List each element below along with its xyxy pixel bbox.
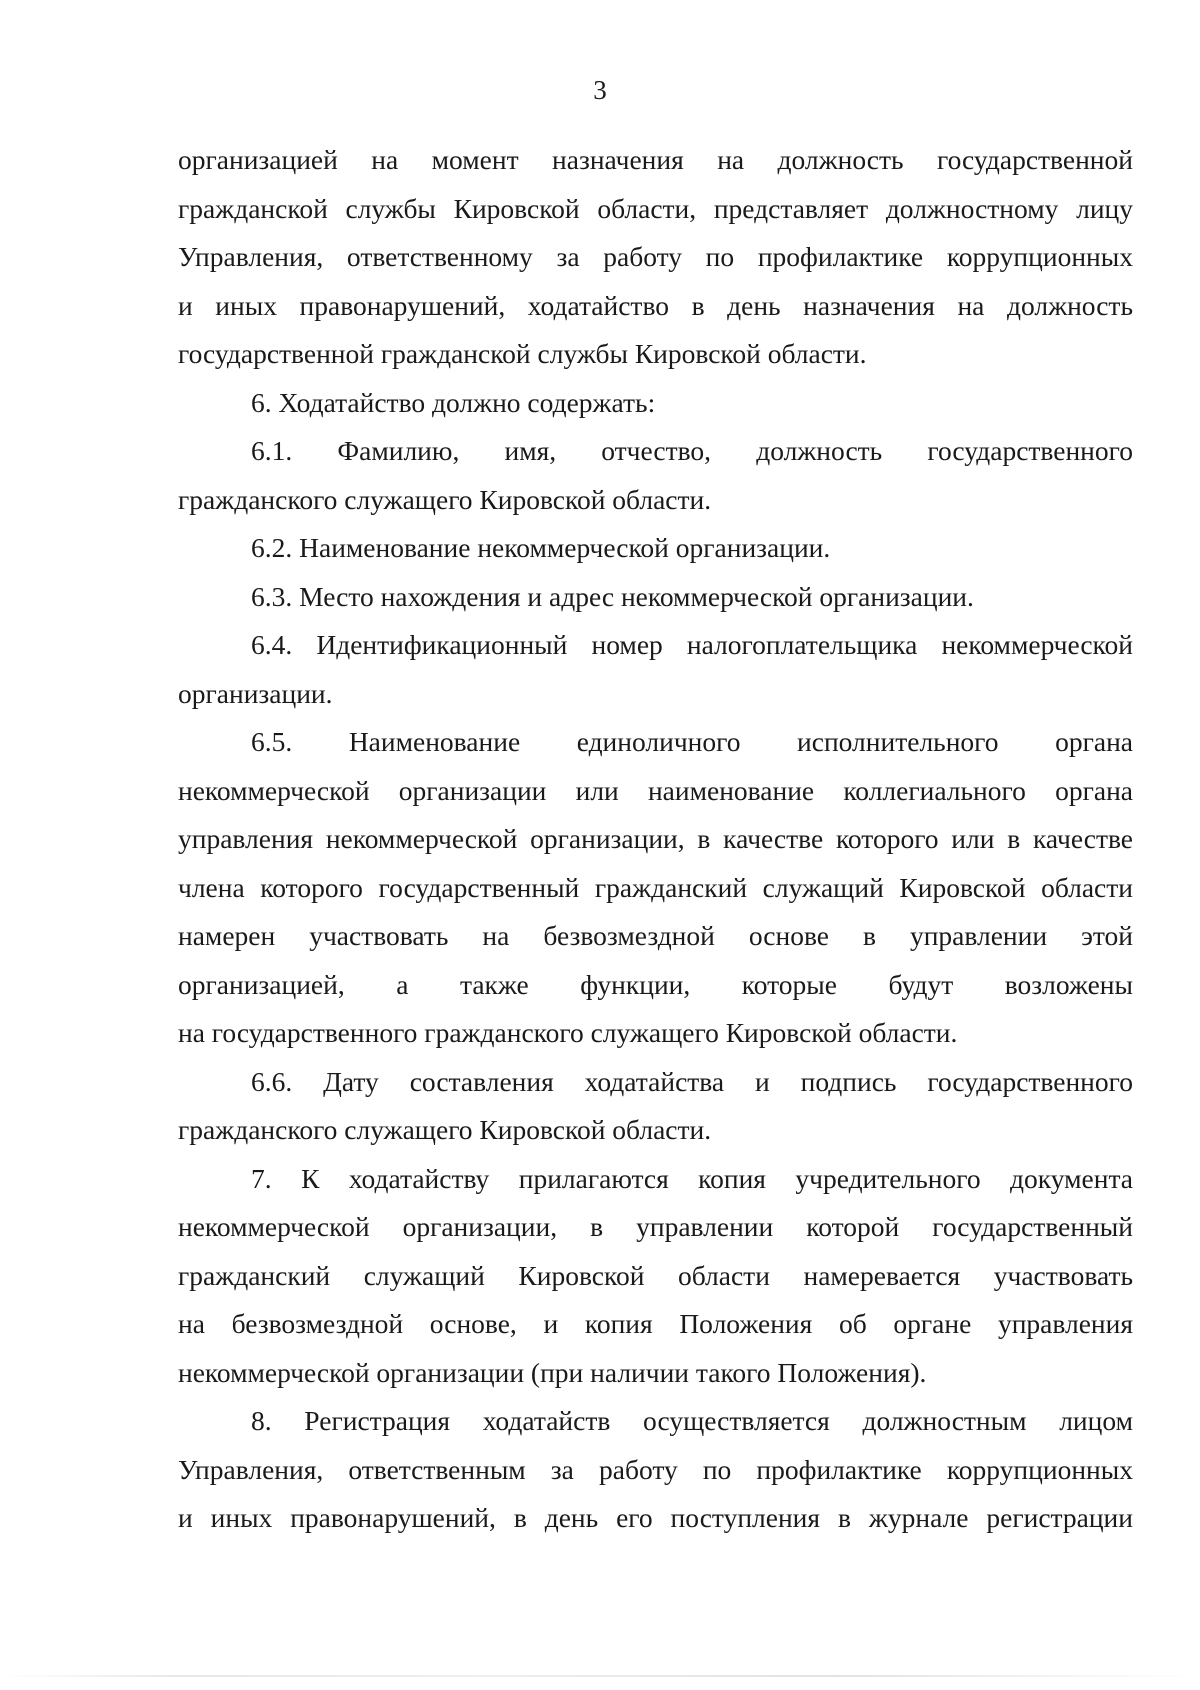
text-line: 8. Регистрация ходатайств осуществляется должностным лицом: [251, 1405, 1133, 1436]
text-line: на безвозмездной основе, и копия Положения об органе управления: [178, 1308, 1133, 1339]
text-line: 6.4. Идентификационный номер налогоплательщика некоммерческой: [251, 629, 1133, 660]
paragraph-item-6-3: [178, 573, 1133, 622]
paragraph-continuation: [178, 136, 1133, 379]
text-line: гражданской службы Кировской области, представляет должностному лицу: [178, 192, 1133, 224]
text-line: гражданского служащего Кировской области.: [178, 483, 712, 515]
text-line: члена которого государственный гражданский служащий Кировской области: [178, 871, 1133, 903]
text-line: гражданского служащего Кировской области.: [178, 1114, 712, 1145]
document-body: [178, 136, 1133, 1543]
text-line: 6.6. Дату составления ходатайства и подпись государственного: [251, 1065, 1133, 1097]
text-line: организацией, а также функции, которые будут возложены: [178, 968, 1133, 1000]
paragraph-item-6-6: [178, 1058, 1133, 1155]
paragraph-item-6-4: [178, 621, 1133, 718]
text-line: Управления, ответственным за работу по профилактике коррупционных: [178, 1453, 1133, 1485]
paragraph-item-6: [178, 379, 1133, 428]
text-line: организацией на момент назначения на должность государственной: [178, 144, 1133, 175]
text-line: гражданский служащий Кировской области намеревается участвовать: [178, 1259, 1133, 1291]
text-line: 6.3. Место нахождения и адрес некоммерческой организации.: [251, 580, 974, 612]
page-number: 3: [593, 75, 607, 105]
text-line: организации.: [178, 677, 333, 709]
paragraph-item-6-2: [178, 524, 1133, 573]
text-line: 6.5. Наименование единоличного исполнительного органа: [251, 726, 1133, 757]
text-line: 6.2. Наименование некоммерческой организации.: [251, 532, 831, 563]
paragraph-item-6-5: [178, 718, 1133, 1058]
paragraph-item-7: [178, 1155, 1133, 1398]
text-line: 6.1. Фамилию, имя, отчество, должность государственного: [251, 435, 1133, 466]
text-line: некоммерческой организации или наименование коллегиального органа: [178, 774, 1133, 806]
text-line: Управления, ответственному за работу по профилактике коррупционных: [178, 241, 1133, 272]
text-line: управления некоммерческой организации, в качестве которого или в качестве: [178, 823, 1133, 854]
scan-edge-artifact: [0, 1675, 1200, 1677]
text-line: государственной гражданской службы Кировской области.: [178, 338, 867, 369]
text-line: 6. Ходатайство должно содержать:: [251, 386, 656, 418]
text-line: и иных правонарушений, в день его поступления в журнале регистрации: [178, 1502, 1133, 1533]
text-line: 7. К ходатайству прилагаются копия учредительного документа: [251, 1162, 1133, 1194]
text-line: и иных правонарушений, ходатайство в день назначения на должность: [178, 289, 1133, 321]
paragraph-item-8: [178, 1397, 1133, 1543]
paragraph-item-6-1: [178, 427, 1133, 524]
text-line: намерен участвовать на безвозмездной основе в управлении этой: [178, 920, 1133, 951]
text-line: некоммерческой организации (при наличии такого Положения).: [178, 1356, 927, 1388]
text-line: некоммерческой организации, в управлении которой государственный: [178, 1211, 1133, 1242]
text-line: на государственного гражданского служащего Кировской области.: [178, 1017, 958, 1048]
